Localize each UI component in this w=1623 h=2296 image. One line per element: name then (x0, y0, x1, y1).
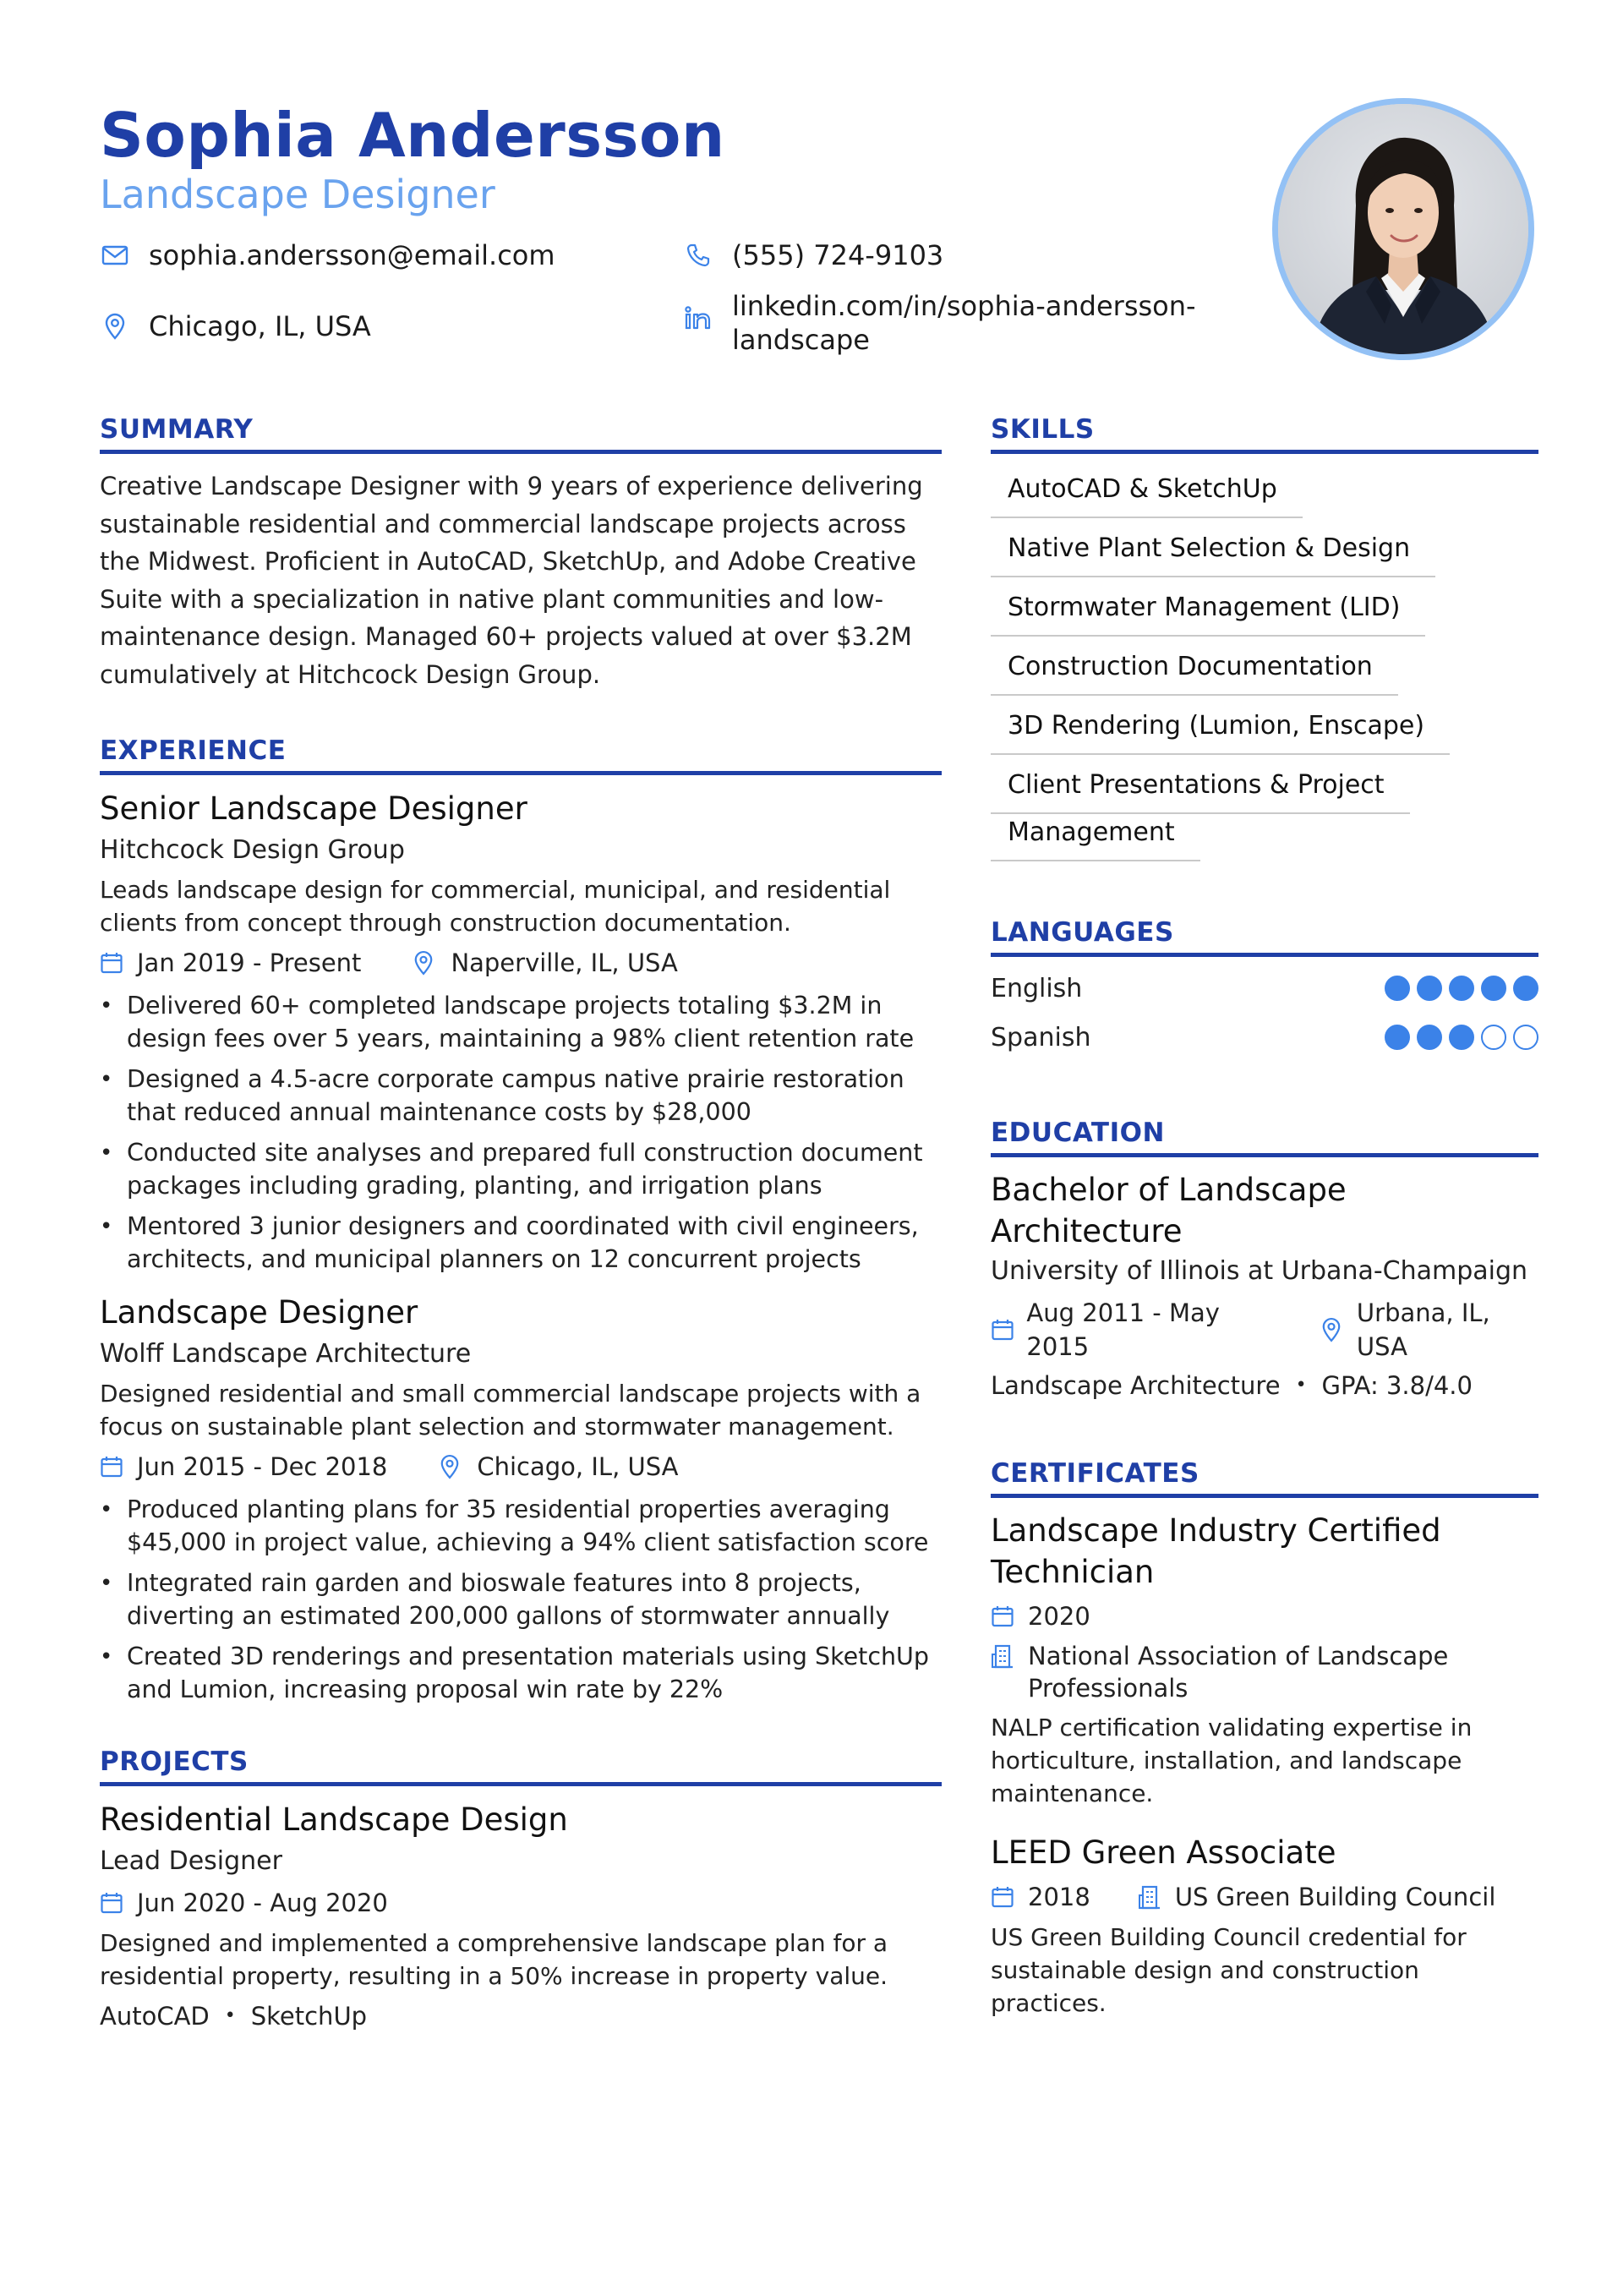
project-meta (100, 1886, 942, 1920)
languages-list (991, 964, 1538, 1062)
map-pin-icon (413, 948, 439, 977)
contact-location (100, 309, 371, 343)
map-pin-icon (1321, 1315, 1345, 1344)
contact-phone[interactable] (683, 238, 943, 272)
phone-icon (683, 238, 713, 272)
project-tool: SketchUp (250, 2002, 368, 2031)
contact-email[interactable] (100, 238, 555, 272)
candidate-role: Landscape Designer (100, 172, 495, 217)
level-dot-filled (1513, 976, 1538, 1001)
job-title: Senior Landscape Designer (100, 790, 527, 827)
job-title: Landscape Designer (100, 1294, 418, 1331)
right-column (991, 413, 1538, 2020)
job-description: Leads landscape design for commercial, municipal, and residential clients from concept through construction documentation. (100, 876, 891, 937)
language-name: English (991, 973, 1083, 1003)
skill-tag: Client Presentations & Project (991, 760, 1410, 814)
job-bullets (100, 990, 942, 1276)
education-gpa: GPA: 3.8/4.0 (1321, 1371, 1473, 1400)
email-text: sophia.andersson@email.com (149, 239, 555, 271)
calendar-icon (991, 1883, 1016, 1911)
building-icon (991, 1642, 1016, 1670)
projects-section (100, 1745, 942, 2033)
language-level-dots (1385, 1025, 1538, 1050)
language-row (991, 1013, 1538, 1062)
left-column (100, 413, 942, 2033)
certificate-issuer: National Association of Landscape Professionals (1028, 1642, 1449, 1703)
separator-dot: • (224, 2005, 236, 2026)
job-location: Naperville, IL, USA (451, 948, 678, 977)
certificate-description: NALP certification validating expertise in horticulture, installation, and landscape maintenance. (991, 1714, 1473, 1807)
summary-text: Creative Landscape Designer with 9 years of experience delivering sustainable residential and commercial landscape projects across the Midwest. Proficient in AutoCAD, SketchUp, and Adobe Creative Suite with a specialization in native plant communities and low-maintenance design. Managed 60+ projects valued at over $3.2M cumulatively at Hitchcock Design Group. (100, 472, 923, 689)
candidate-name: Sophia Andersson (100, 100, 725, 171)
project-entry (100, 1798, 942, 2033)
level-dot-filled (1385, 1025, 1410, 1050)
language-level-dots (1385, 976, 1538, 1001)
portrait-image (1278, 104, 1528, 354)
location-text: Chicago, IL, USA (149, 310, 371, 342)
job-bullet: • Delivered 60+ completed landscape projects totaling $3.2M in design fees over 5 years, maintaining a 98% client retention rate (100, 990, 942, 1055)
phone-text: (555) 724-9103 (732, 239, 944, 271)
project-tools (100, 1999, 942, 2033)
education-section (991, 1116, 1538, 1402)
languages-section (991, 916, 1538, 1062)
experience-section (100, 734, 942, 1706)
linkedin-icon (683, 301, 713, 335)
calendar-icon (100, 948, 125, 977)
job-entry (100, 1291, 942, 1706)
education-details (991, 1369, 1538, 1402)
job-dates: Jun 2015 - Dec 2018 (137, 1452, 388, 1481)
certificate-year: 2020 (1028, 1602, 1090, 1631)
certificate-issuer-row (991, 1640, 1538, 1704)
certificate-year: 2018 (1028, 1883, 1090, 1911)
certificates-section (991, 1457, 1538, 2020)
job-bullet: • Designed a 4.5-acre corporate campus native prairie restoration that reduced annual maintenance costs by $28,000 (100, 1063, 942, 1129)
school-name: University of Illinois at Urbana-Champaign (991, 1256, 1528, 1286)
education-heading: EDUCATION (991, 1116, 1538, 1157)
level-dot-filled (1449, 976, 1474, 1001)
certificate-title: LEED Green Associate (991, 1834, 1336, 1871)
job-bullet: • Created 3D renderings and presentation materials using SketchUp and Lumion, increasing proposal win rate by 22% (100, 1641, 942, 1706)
separator-dot: • (1295, 1375, 1307, 1396)
job-meta (100, 946, 942, 980)
experience-heading: EXPERIENCE (100, 734, 942, 775)
calendar-icon (100, 1889, 125, 1917)
certificate-meta (991, 1880, 1538, 1914)
language-name: Spanish (991, 1022, 1091, 1052)
calendar-icon (100, 1452, 125, 1481)
job-company: Wolff Landscape Architecture (100, 1339, 472, 1369)
calendar-icon (991, 1602, 1016, 1631)
contact-linkedin[interactable] (683, 289, 1224, 357)
skills-section (991, 413, 1538, 861)
level-dot-empty (1513, 1025, 1538, 1050)
job-meta (100, 1450, 942, 1484)
summary-section (100, 413, 942, 693)
project-tool: AutoCAD (100, 2002, 210, 2031)
level-dot-filled (1417, 976, 1442, 1001)
skill-tag: Native Plant Selection & Design (991, 523, 1435, 577)
education-entry (991, 1169, 1538, 1402)
level-dot-filled (1417, 1025, 1442, 1050)
skill-tag: Management (991, 814, 1200, 861)
skills-list (991, 464, 1538, 861)
project-role: Lead Designer (100, 1846, 282, 1876)
education-field: Landscape Architecture (991, 1371, 1281, 1400)
job-dates: Jan 2019 - Present (137, 948, 362, 977)
job-entry (100, 787, 942, 1276)
level-dot-empty (1481, 1025, 1506, 1050)
certificate-title: Landscape Industry Certified Technician (991, 1512, 1441, 1590)
job-bullet: • Conducted site analyses and prepared full construction document packages including grading, planting, and irrigation plans (100, 1137, 942, 1202)
language-row (991, 964, 1538, 1013)
education-dates: Aug 2011 - May 2015 (1026, 1298, 1220, 1361)
job-bullets (100, 1494, 942, 1706)
project-description: Designed and implemented a comprehensive landscape plan for a residential property, resulting in a 50% increase in property value. (100, 1929, 888, 1990)
linkedin-text: linkedin.com/in/sophia-andersson-landscape (732, 290, 1196, 356)
project-dates: Jun 2020 - Aug 2020 (137, 1889, 388, 1917)
building-icon (1138, 1883, 1163, 1911)
level-dot-filled (1481, 976, 1506, 1001)
level-dot-filled (1449, 1025, 1474, 1050)
job-location: Chicago, IL, USA (477, 1452, 679, 1481)
job-bullet: • Produced planting plans for 35 residential properties averaging $45,000 in project value, achieving a 94% client satisfaction score (100, 1494, 942, 1559)
map-pin-icon (100, 309, 130, 343)
languages-heading: LANGUAGES (991, 916, 1538, 957)
certificate-year-row (991, 1599, 1538, 1633)
certificate-entry (991, 1510, 1538, 1810)
certificate-issuer: US Green Building Council (1174, 1883, 1496, 1911)
projects-heading: PROJECTS (100, 1745, 942, 1786)
contact-info (100, 238, 1224, 365)
degree-title: Bachelor of Landscape Architecture (991, 1172, 1347, 1249)
project-title: Residential Landscape Design (100, 1801, 568, 1838)
resume-header (100, 95, 1224, 365)
job-company: Hitchcock Design Group (100, 835, 405, 865)
skill-tag: Construction Documentation (991, 642, 1398, 696)
certificates-heading: CERTIFICATES (991, 1457, 1538, 1498)
profile-photo (1272, 98, 1534, 360)
skills-heading: SKILLS (991, 413, 1538, 454)
certificate-description: US Green Building Council credential for sustainable design and construction practices. (991, 1923, 1467, 2017)
certificate-entry (991, 1832, 1538, 2020)
skill-tag: Stormwater Management (LID) (991, 582, 1425, 637)
level-dot-filled (1385, 976, 1410, 1001)
education-location: Urbana, IL, USA (1356, 1298, 1490, 1361)
skill-tag: AutoCAD & SketchUp (991, 464, 1303, 518)
education-meta (991, 1296, 1538, 1364)
calendar-icon (991, 1315, 1014, 1344)
job-bullet: • Mentored 3 junior designers and coordinated with civil engineers, architects, and municipal planners on 12 concurrent projects (100, 1211, 942, 1276)
skill-tag: 3D Rendering (Lumion, Enscape) (991, 701, 1450, 755)
summary-heading: SUMMARY (100, 413, 942, 454)
map-pin-icon (440, 1452, 465, 1481)
job-description: Designed residential and small commercial landscape projects with a focus on sustainable plant selection and stormwater management. (100, 1380, 921, 1440)
envelope-icon (100, 238, 130, 272)
job-bullet: • Integrated rain garden and bioswale features into 8 projects, diverting an estimated 200,000 gallons of stormwater annually (100, 1567, 942, 1632)
